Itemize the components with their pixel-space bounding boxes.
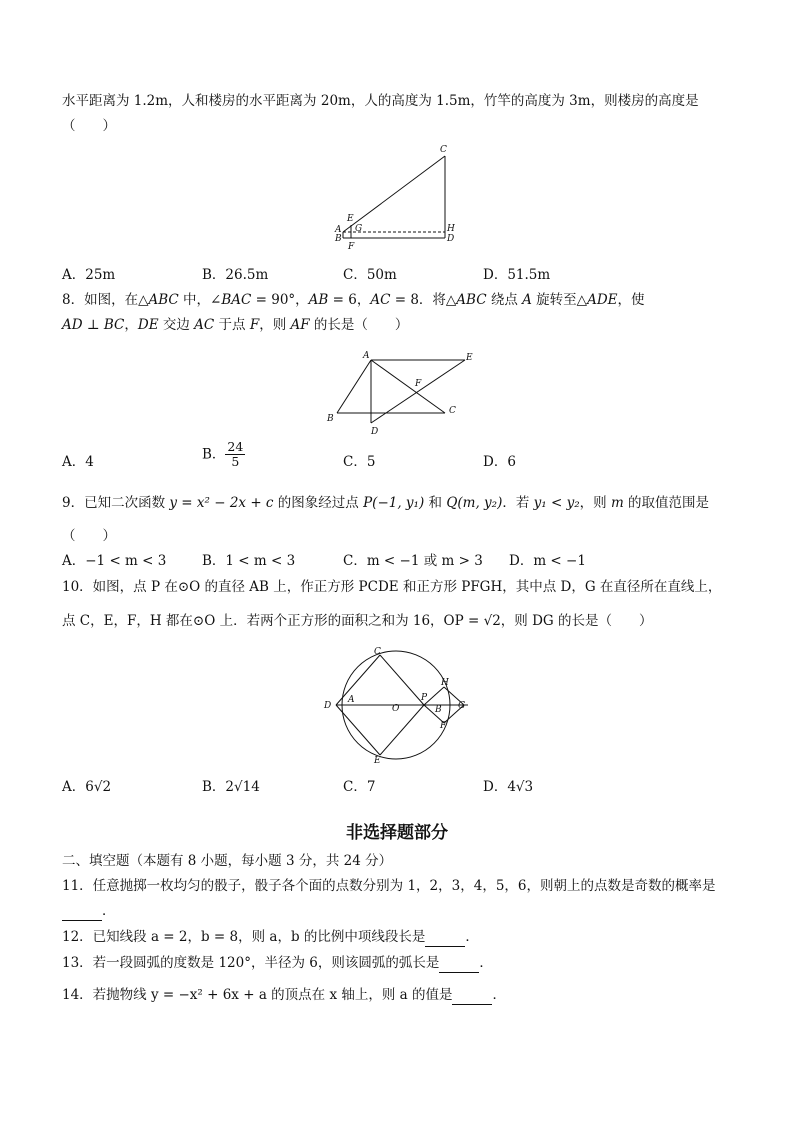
q8-segment-ac bbox=[371, 360, 445, 413]
q12-line: 12．已知线段 a = 2，b = 8，则 a，b 的比例中项线段长是 ． bbox=[62, 929, 479, 945]
q8-figure bbox=[323, 345, 473, 437]
q10-line1: 10．如图，点 P 在⊙O 的直径 AB 上，作正方形 PCDE 和正方形 PFGH，其中点 D，G 在直径所在直线上， bbox=[62, 579, 722, 595]
q8-option-a: A．4 bbox=[62, 454, 94, 470]
q10-label-e: E bbox=[374, 756, 381, 765]
q7-option-d: D．51.5m bbox=[483, 267, 551, 283]
q7-label-f: F bbox=[348, 242, 355, 252]
q12-blank[interactable] bbox=[425, 928, 465, 947]
q8-label-f: F bbox=[415, 379, 422, 389]
q10-option-a: A．6√2 bbox=[62, 779, 112, 795]
q11-line1: 11．任意抛掷一枚均匀的骰子，骰子各个面的点数分别为 1，2，3，4，5，6，则朝上的点数是奇数的概率是 bbox=[62, 878, 716, 894]
q9-paren: （ ） bbox=[62, 528, 116, 544]
q10-side-dc bbox=[336, 655, 380, 705]
q8-segment-ab bbox=[337, 360, 371, 413]
q7-figure bbox=[333, 140, 459, 252]
q13-blank[interactable] bbox=[439, 954, 479, 973]
q10-figure bbox=[318, 643, 478, 765]
q7-label-e: E bbox=[347, 214, 354, 224]
q10-label-o: O bbox=[392, 704, 400, 714]
q7-label-g: G bbox=[355, 224, 363, 234]
q7-label-h: H bbox=[447, 224, 455, 234]
q10-label-a: A bbox=[348, 695, 355, 705]
fill-in-header: 二、填空题（本题有 8 小题，每小题 3 分，共 24 分） bbox=[62, 853, 393, 869]
q10-label-g: G bbox=[458, 701, 466, 711]
section-title: 非选择题部分 bbox=[346, 823, 448, 843]
q10-option-b: B．2√14 bbox=[202, 779, 260, 795]
q10-side-pe bbox=[380, 705, 424, 755]
q8-line2: AD ⊥ BC，DE 交边 AC 于点 F，则 AF 的长是（ ） bbox=[62, 317, 409, 333]
q8-label-d: D bbox=[371, 427, 379, 437]
q13-line: 13．若一段圆弧的度数是 120°，半径为 6，则该圆弧的弧长是 ． bbox=[62, 955, 493, 971]
q14-blank[interactable] bbox=[452, 986, 492, 1005]
q10-side-ed bbox=[336, 705, 380, 755]
q9-option-b: B．1 < m < 3 bbox=[202, 553, 296, 569]
q7-text: 水平距离为 1.2m，人和楼房的水平距离为 20m，人的高度为 1.5m，竹竿的高度为 3m，则楼房的高度是 bbox=[62, 93, 699, 109]
q8-option-b: B． $\frac{24}{5}$ bbox=[202, 439, 244, 469]
q8-line1: 8．如图，在△ABC 中，∠BAC = 90°，AB = 6，AC = 8．将△ABC 绕点 A 旋转至△ADE，使 bbox=[62, 292, 645, 308]
q8-label-a: A bbox=[363, 351, 370, 361]
q7-label-a: A bbox=[335, 225, 342, 235]
q7-label-b: B bbox=[335, 234, 342, 244]
q7-label-d: D bbox=[447, 234, 455, 244]
q10-label-b: B bbox=[435, 705, 442, 715]
q9-option-c: C．m < −1 或 m > 3 bbox=[343, 553, 483, 569]
q10-label-d: D bbox=[324, 701, 332, 711]
q7-label-c: C bbox=[440, 145, 447, 155]
q10-label-h: H bbox=[441, 678, 449, 688]
q8-option-c: C．5 bbox=[343, 454, 376, 470]
q10-label-c: C bbox=[374, 647, 381, 657]
q7-sightline bbox=[343, 156, 445, 232]
q7-option-b: B．26.5m bbox=[202, 267, 269, 283]
q9-option-d: D．m < −1 bbox=[509, 553, 586, 569]
q10-line2: 点 C，E，F，H 都在⊙O 上．若两个正方形的面积之和为 16，OP = √2，则 DG 的长是（ ） bbox=[62, 613, 653, 629]
q10-option-d: D．4√3 bbox=[483, 779, 534, 795]
q8-label-b: B bbox=[327, 414, 334, 424]
q10-label-f: F bbox=[440, 721, 447, 731]
q8-option-b-fraction: $\frac{24}{5}$ bbox=[227, 439, 244, 469]
q8-label-c: C bbox=[449, 406, 456, 416]
q8-label-e: E bbox=[466, 353, 473, 363]
q7-option-c: C．50m bbox=[343, 267, 397, 283]
q10-option-c: C．7 bbox=[343, 779, 376, 795]
q8-option-d: D．6 bbox=[483, 454, 516, 470]
q11-blank[interactable] bbox=[62, 902, 102, 921]
q7-option-a: A．25m bbox=[62, 267, 116, 283]
q10-side-cp bbox=[380, 655, 424, 705]
q11-answer-line: ． bbox=[62, 902, 116, 921]
q7-paren: （ ） bbox=[62, 118, 116, 134]
q14-line: 14．若抛物线 y = −x² + 6x + a 的顶点在 x 轴上，则 a 的值是 ． bbox=[62, 987, 506, 1003]
q9-option-a: A．−1 < m < 3 bbox=[62, 553, 167, 569]
q10-label-p: P bbox=[421, 693, 428, 703]
q9-line1: 9．已知二次函数 y = x² − 2x + c 的图象经过点 P(−1, y₁) 和 Q(m, y₂)．若 y₁ < y₂，则 m 的取值范围是 bbox=[62, 495, 710, 511]
